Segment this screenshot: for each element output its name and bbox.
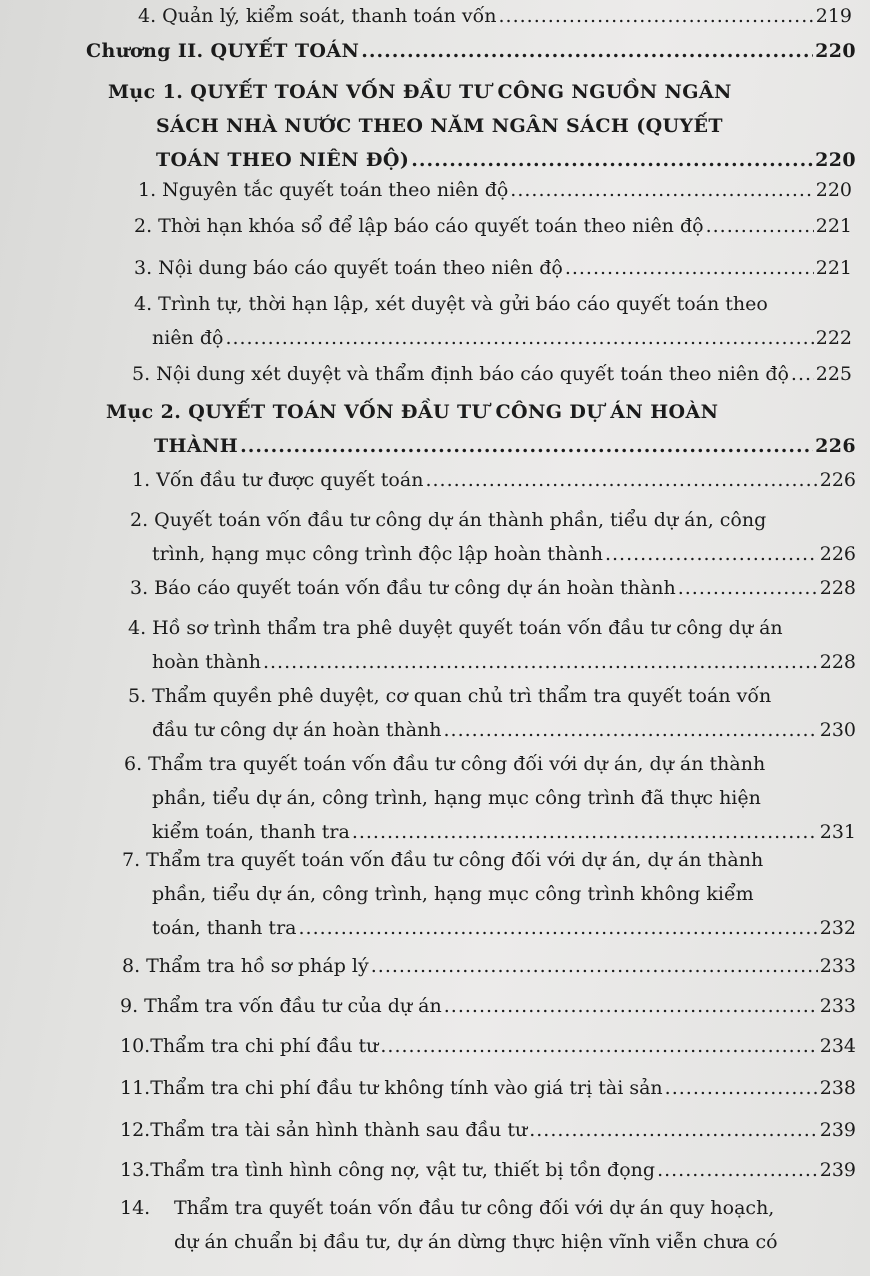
toc-entry-line: [174, 1230, 856, 1254]
toc-entry-line: [120, 1158, 856, 1182]
toc-page-number: 226: [819, 543, 856, 565]
toc-entry-line: [152, 650, 856, 674]
toc-entry-line: [124, 752, 856, 776]
toc-entry-title: 5. Nội dung xét duyệt và thẩm định báo cáo quyết toán theo niên độ: [132, 363, 789, 385]
toc-entry-line: [138, 178, 852, 202]
toc-entry-number: 10.: [120, 1035, 151, 1057]
dot-leader: [240, 434, 813, 458]
toc-entry-line: [106, 400, 856, 424]
toc-entry-number: 14.: [120, 1197, 151, 1219]
toc-entry-number: 12.: [120, 1119, 151, 1141]
dot-leader: [565, 256, 814, 280]
toc-page-number: 228: [819, 577, 856, 599]
toc-entry-line: [128, 616, 856, 640]
dot-leader: [263, 650, 818, 674]
toc-entry-title: 1. Vốn đầu tư được quyết toán: [132, 469, 424, 491]
toc-page-number: 230: [819, 719, 856, 741]
dot-leader: [529, 1118, 818, 1142]
toc-entry-title: đầu tư công dự án hoàn thành: [152, 719, 442, 741]
toc-entry-number: 13.: [120, 1159, 151, 1181]
toc-entry-title: 8. Thẩm tra hồ sơ pháp lý: [122, 955, 369, 977]
toc-page-number: 221: [815, 257, 852, 279]
dot-leader: [510, 178, 813, 202]
toc-entry-title: 4. Quản lý, kiểm soát, thanh toán vốn: [138, 5, 497, 27]
toc-page-number: 226: [819, 469, 856, 491]
dot-leader: [298, 916, 817, 940]
toc-entry-title: 6. Thẩm tra quyết toán vốn đầu tư công đối với dự án, dự án thành: [124, 753, 766, 775]
dot-leader: [425, 468, 817, 492]
toc-entry-line: [152, 326, 852, 350]
toc-entry-line: [134, 292, 852, 316]
toc-page-number: 238: [819, 1077, 856, 1099]
toc-page-number: 239: [819, 1119, 856, 1141]
toc-entry-title: dự án chuẩn bị đầu tư, dự án dừng thực hiện vĩnh viễn chưa có: [174, 1231, 778, 1253]
toc-entry-line: [120, 1034, 856, 1058]
toc-entry-title: kiểm toán, thanh tra: [152, 821, 350, 843]
toc-entry-title: Chương II. QUYẾT TOÁN: [86, 40, 360, 62]
toc-entry-line: [120, 1196, 856, 1220]
toc-entry-line: [122, 848, 856, 872]
toc-page-number: 239: [819, 1159, 856, 1181]
toc-entry-line: [134, 214, 852, 238]
dot-leader: [444, 718, 818, 742]
toc-entry-title: Mục 2. QUYẾT TOÁN VỐN ĐẦU TƯ CÔNG DỰ ÁN HOÀN: [106, 401, 719, 423]
toc-page-number: 221: [815, 215, 852, 237]
dot-leader: [444, 994, 818, 1018]
toc-page-number: 233: [819, 995, 856, 1017]
toc-entry-title: 2. Quyết toán vốn đầu tư công dự án thành phần, tiểu dự án, công: [130, 509, 767, 531]
toc-page-number: 220: [815, 149, 856, 171]
toc-page-number: 233: [819, 955, 856, 977]
toc-entry-line: [152, 786, 856, 810]
toc-page-number: 220: [815, 179, 852, 201]
dot-leader: [371, 954, 818, 978]
toc-entry-line: [128, 684, 856, 708]
toc-entry-title: THÀNH: [154, 435, 239, 457]
dot-leader: [225, 326, 813, 350]
toc-entry-title: Mục 1. QUYẾT TOÁN VỐN ĐẦU TƯ CÔNG NGUỒN NGÂN: [108, 81, 732, 103]
dot-leader: [361, 39, 813, 63]
toc-entry-line: [120, 994, 856, 1018]
toc-entry-title: 9. Thẩm tra vốn đầu tư của dự án: [120, 995, 442, 1017]
toc-page-number: 228: [819, 651, 856, 673]
toc-page-number: 220: [815, 40, 856, 62]
toc-entry-title: trình, hạng mục công trình độc lập hoàn thành: [152, 543, 603, 565]
dot-leader: [706, 214, 814, 238]
toc-entry-line: [122, 954, 856, 978]
dot-leader: [380, 1034, 817, 1058]
toc-entry-title: 7. Thẩm tra quyết toán vốn đầu tư công đối với dự án, dự án thành: [122, 849, 764, 871]
toc-page-number: 232: [819, 917, 856, 939]
toc-entry-title: Thẩm tra tình hình công nợ, vật tư, thiết bị tồn đọng: [150, 1159, 656, 1181]
toc-entry-line: [156, 148, 856, 172]
toc-entry-line: [152, 882, 856, 906]
toc-entry-line: [120, 1076, 856, 1100]
toc-entry-title: 4. Hồ sơ trình thẩm tra phê duyệt quyết toán vốn đầu tư công dự án: [128, 617, 783, 639]
toc-page-number: 222: [815, 327, 852, 349]
toc-entry-title: 5. Thẩm quyền phê duyệt, cơ quan chủ trì thẩm tra quyết toán vốn: [128, 685, 772, 707]
toc-entry-line: [132, 468, 856, 492]
toc-entry-title: SÁCH NHÀ NƯỚC THEO NĂM NGÂN SÁCH (QUYẾT: [156, 115, 723, 137]
dot-leader: [678, 576, 818, 600]
toc-entry-line: [156, 114, 856, 138]
dot-leader: [657, 1158, 818, 1182]
toc-page-number: 225: [815, 363, 852, 385]
toc-entry-title: Thẩm tra chi phí đầu tư: [150, 1035, 379, 1057]
toc-entry-line: [134, 256, 852, 280]
dot-leader: [411, 148, 813, 172]
toc-entry-line: [154, 434, 856, 458]
toc-entry-line: [130, 508, 856, 532]
toc-entry-title: phần, tiểu dự án, công trình, hạng mục công trình đã thực hiện: [152, 787, 761, 809]
dot-leader: [499, 4, 814, 28]
toc-entry-title: Thẩm tra chi phí đầu tư không tính vào giá trị tài sản: [150, 1077, 663, 1099]
toc-entry-title: 3. Báo cáo quyết toán vốn đầu tư công dự án hoàn thành: [130, 577, 676, 599]
toc-entry-title: TOÁN THEO NIÊN ĐỘ): [156, 149, 410, 171]
toc-entry-title: 1. Nguyên tắc quyết toán theo niên độ: [138, 179, 509, 201]
toc-page-number: 226: [815, 435, 856, 457]
toc-entry-line: [86, 39, 856, 63]
toc-page-number: 231: [819, 821, 856, 843]
toc-entry-line: [138, 4, 852, 28]
toc-entry-title: 4. Trình tự, thời hạn lập, xét duyệt và gửi báo cáo quyết toán theo: [134, 293, 768, 315]
toc-entry-line: [152, 542, 856, 566]
toc-entry-title: hoàn thành: [152, 651, 261, 673]
dot-leader: [791, 362, 814, 386]
toc-entry-title: 2. Thời hạn khóa sổ để lập báo cáo quyết toán theo niên độ: [134, 215, 704, 237]
toc-entry-title: 3. Nội dung báo cáo quyết toán theo niên độ: [134, 257, 563, 279]
dot-leader: [665, 1076, 818, 1100]
toc-entry-line: [108, 80, 856, 104]
toc-entry-title: Thẩm tra quyết toán vốn đầu tư công đối với dự án quy hoạch,: [174, 1197, 775, 1219]
toc-entry-line: [152, 916, 856, 940]
toc-page-number: 219: [815, 5, 852, 27]
dot-leader: [352, 820, 818, 844]
toc-entry-line: [132, 362, 852, 386]
toc-entry-line: [152, 718, 856, 742]
toc-entry-title: toán, thanh tra: [152, 917, 297, 939]
dot-leader: [605, 542, 818, 566]
toc-entry-line: [152, 820, 856, 844]
toc-entry-title: Thẩm tra tài sản hình thành sau đầu tư: [150, 1119, 528, 1141]
toc-entry-title: phần, tiểu dự án, công trình, hạng mục công trình không kiểm: [152, 883, 754, 905]
toc-entry-number: 11.: [120, 1077, 151, 1099]
toc-entry-line: [120, 1118, 856, 1142]
toc-entry-title: niên độ: [152, 327, 224, 349]
toc-entry-line: [130, 576, 856, 600]
toc-page-number: 234: [819, 1035, 856, 1057]
